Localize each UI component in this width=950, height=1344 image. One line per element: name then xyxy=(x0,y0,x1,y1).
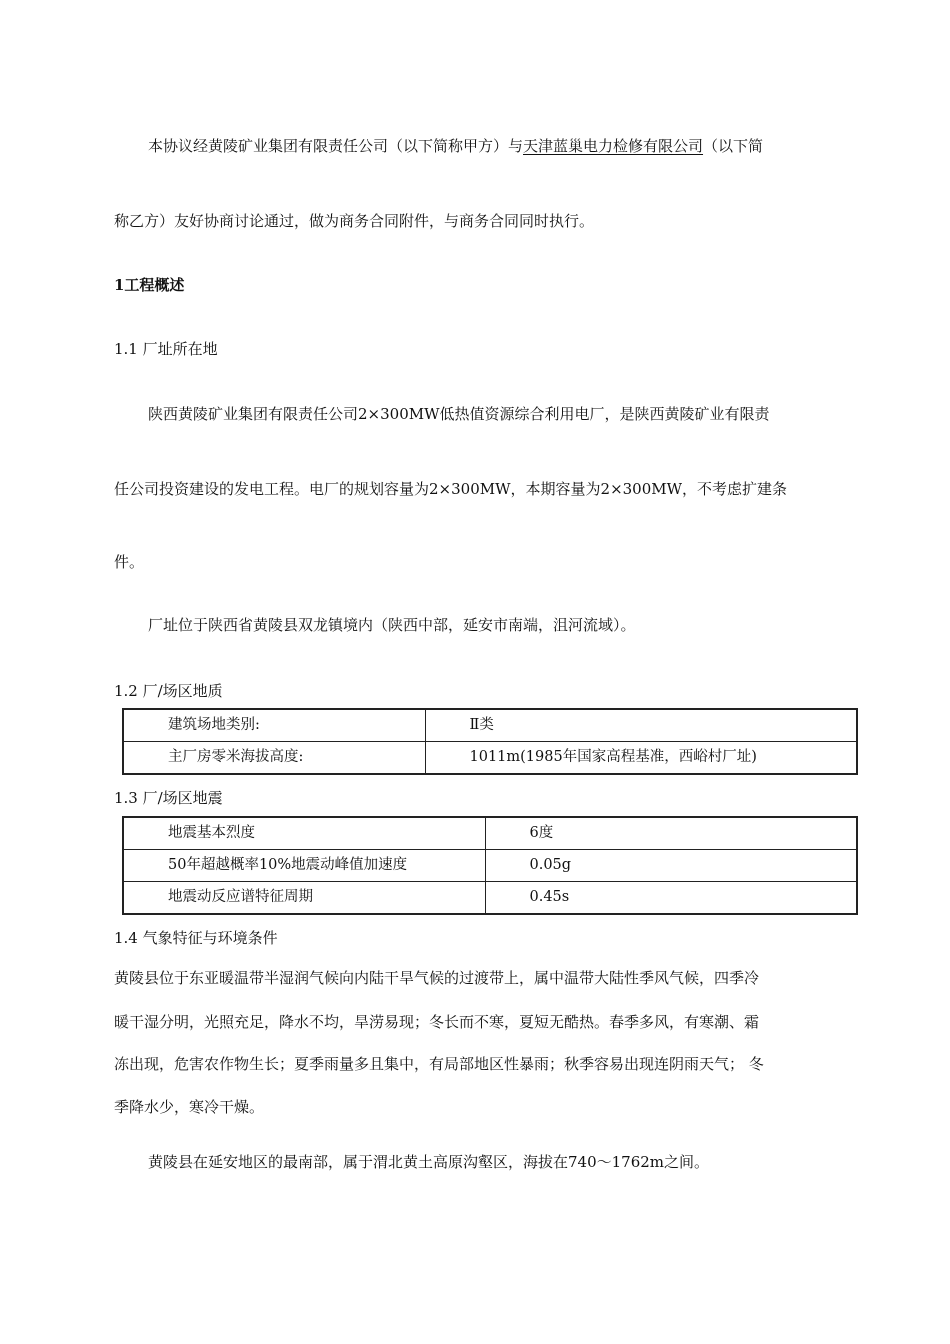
table-cell-label: 建筑场地类别: xyxy=(123,709,425,742)
intro-text-a: 本协议经黄陵矿业集团有限责任公司（以下简称甲方）与 xyxy=(148,137,524,155)
paragraph-line: 暖干湿分明，光照充足，降水不均，旱涝易现；冬长而不寒，夏短无酷热。春季多风，有寒潮、霜 xyxy=(114,1013,760,1031)
paragraph-line: 件。 xyxy=(114,553,145,571)
table-row xyxy=(123,817,857,850)
table-row xyxy=(123,742,857,775)
paragraph-line: 黄陵县位于东亚暖温带半湿润气候向内陆干旱气候的过渡带上，属中温带大陆性季风气候，四季冷 xyxy=(114,969,760,987)
table-cell-value: Ⅱ类 xyxy=(425,709,857,742)
table-cell-label: 50年超越概率10%地震动峰值加速度 xyxy=(123,850,485,882)
subsection-1-1-title: 1.1 厂址所在地 xyxy=(114,340,218,358)
paragraph-line: 黄陵县在延安地区的最南部，属于渭北黄土高原沟壑区，海拔在740～1762m之间。 xyxy=(148,1153,710,1171)
subsection-1-3-title: 1.3 厂/场区地震 xyxy=(114,789,223,807)
paragraph-line: 厂址位于陕西省黄陵县双龙镇境内（陕西中部，延安市南端，沮河流域）。 xyxy=(148,616,636,634)
paragraph-line: 陕西黄陵矿业集团有限责任公司2×300MW低热值资源综合利用电厂，是陕西黄陵矿业有限责 xyxy=(148,405,770,423)
table-row xyxy=(123,709,857,742)
paragraph-line: 冻出现，危害农作物生长；夏季雨量多且集中，有局部地区性暴雨；秋季容易出现连阴雨天气； 冬 xyxy=(114,1055,764,1073)
intro-line-1 xyxy=(148,136,763,156)
table-cell-value: 6度 xyxy=(485,817,857,850)
seismic-table xyxy=(122,816,858,915)
subsection-1-2-title: 1.2 厂/场区地质 xyxy=(114,682,223,700)
table-cell-value: 0.45s xyxy=(485,882,857,915)
contractor-name: 天津蓝巢电力检修有限公司 xyxy=(523,137,704,155)
intro-line-2: 称乙方）友好协商讨论通过，做为商务合同附件，与商务合同同时执行。 xyxy=(114,212,595,230)
table-cell-value: 0.05g xyxy=(485,850,857,882)
section-heading: 1工程概述 xyxy=(114,276,185,294)
table-cell-label: 地震基本烈度 xyxy=(123,817,485,850)
table-cell-label: 主厂房零米海拔高度: xyxy=(123,742,425,775)
subsection-1-4-title: 1.4 气象特征与环境条件 xyxy=(114,929,278,947)
paragraph-line: 任公司投资建设的发电工程。电厂的规划容量为2×300MW，本期容量为2×300MW，不考虑扩建条 xyxy=(114,480,788,498)
table-row xyxy=(123,850,857,882)
paragraph-line: 季降水少，寒冷干燥。 xyxy=(114,1098,265,1116)
geology-table xyxy=(122,708,858,775)
table-cell-value: 1011m(1985年国家高程基准，西峪村厂址) xyxy=(425,742,857,775)
table-cell-label: 地震动反应谱特征周期 xyxy=(123,882,485,915)
table-row xyxy=(123,882,857,915)
intro-text-b: （以下简 xyxy=(703,137,764,155)
